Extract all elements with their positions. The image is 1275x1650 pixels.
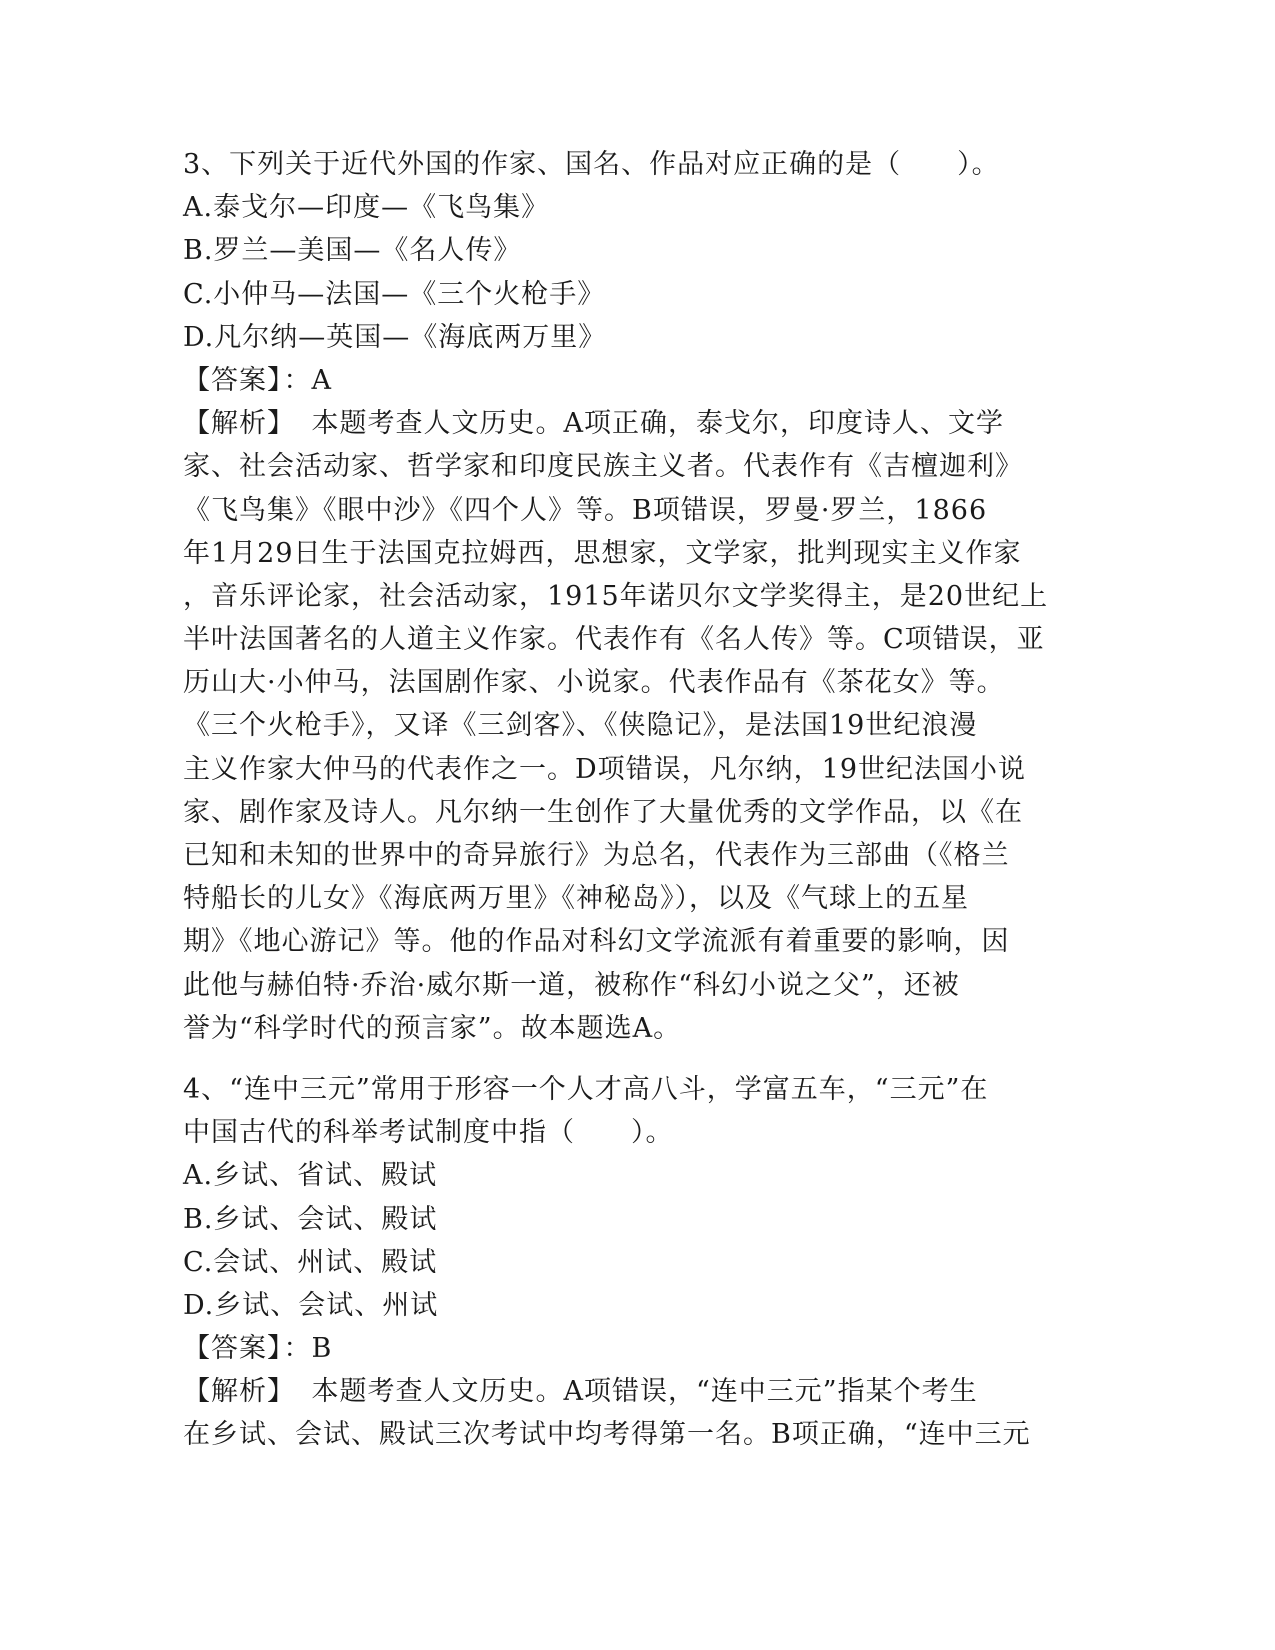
question-3-option-a: A.泰戈尔—印度—《飞鸟集》 <box>183 192 550 224</box>
explanation-label: 【解析】 <box>183 408 282 440</box>
question-3 <box>183 143 1083 1050</box>
question-4-option-d: D.乡试、会试、州试 <box>183 1289 439 1321</box>
question-4-answer <box>183 1327 1083 1370</box>
question-4-stem: 中国古代的科举考试制度中指（ ）。 <box>183 1117 674 1149</box>
question-3-option-d: D.凡尔纳—英国—《海底两万里》 <box>183 321 607 353</box>
question-3-explanation-line: 《三个火枪手》，又译《三剑客》、《侠隐记》，是法国19世纪浪漫 <box>183 710 978 742</box>
answer-label: 【答案】 <box>183 1333 282 1365</box>
explanation-text: 本题考查人文历史。A项错误，“连中三元”指某个考生 <box>283 1376 978 1408</box>
question-4-option-a: A.乡试、省试、殿试 <box>183 1160 438 1192</box>
question-4 <box>183 1068 1083 1457</box>
explanation-text: 本题考查人文历史。A项正确，泰戈尔，印度诗人、文学 <box>283 408 1004 440</box>
question-3-stem: 3、下列关于近代外国的作家、国名、作品对应正确的是（ ）。 <box>183 149 1000 180</box>
question-3-explanation-line: 此他与赫伯特·乔治·威尔斯一道，被称作“科幻小说之父”，还被 <box>183 969 960 1001</box>
answer-label: 【答案】 <box>183 364 282 396</box>
answer-value: ：A <box>283 364 332 396</box>
question-3-explanation-line: 年1月29日生于法国克拉姆西，思想家，文学家，批判现实主义作家 <box>183 537 1022 569</box>
question-4-option-c: C.会试、州试、殿试 <box>183 1246 438 1278</box>
question-3-answer <box>183 359 1083 402</box>
question-3-explanation-line: 已知和未知的世界中的奇异旅行》为总名，代表作为三部曲（《格兰 <box>183 840 1010 871</box>
question-3-option-c: C.小仲马—法国—《三个火枪手》 <box>183 278 606 310</box>
question-3-explanation-line <box>183 402 1083 445</box>
question-3-explanation-line: 誉为“科学时代的预言家”。故本题选A。 <box>183 1012 682 1044</box>
document-page <box>183 143 1083 1457</box>
question-3-option-b: B.罗兰—美国—《名人传》 <box>183 235 522 267</box>
question-spacer <box>183 1050 1083 1068</box>
question-3-explanation-line: 家、剧作家及诗人。凡尔纳一生创作了大量优秀的文学作品，以《在 <box>183 796 1023 828</box>
question-3-explanation-line: 历山大·小仲马，法国剧作家、小说家。代表作品有《茶花女》等。 <box>183 667 1005 699</box>
question-4-option-b: B.乡试、会试、殿试 <box>183 1203 438 1235</box>
explanation-label: 【解析】 <box>183 1376 282 1408</box>
answer-value: ：B <box>283 1333 333 1365</box>
question-3-explanation-line: ，音乐评论家，社会活动家，1915年诺贝尔文学奖得主，是20世纪上 <box>183 580 1049 612</box>
question-3-explanation-line: 半叶法国著名的人道主义作家。代表作有《名人传》等。C项错误，亚 <box>183 624 1045 656</box>
question-3-explanation-line: 主义作家大仲马的代表作之一。D项错误，凡尔纳，19世纪法国小说 <box>183 753 1027 785</box>
question-3-explanation-line: 特船长的儿女》《海底两万里》《神秘岛》），以及《气球上的五星 <box>183 883 969 915</box>
question-4-explanation-line: 在乡试、会试、殿试三次考试中均考得第一名。B项正确，“连中三元 <box>183 1419 1031 1451</box>
question-4-explanation-line <box>183 1370 1083 1413</box>
question-3-explanation-line: 期》《地心游记》等。他的作品对科幻文学流派有着重要的影响，因 <box>183 926 1010 958</box>
question-3-explanation-line: 家、社会活动家、哲学家和印度民族主义者。代表作有《吉檀迦利》 <box>183 451 1023 483</box>
question-3-explanation-line: 《飞鸟集》《眼中沙》《四个人》等。B项错误，罗曼·罗兰，1866 <box>183 494 988 526</box>
question-4-stem: 4、“连中三元”常用于形容一个人才高八斗，学富五车，“三元”在 <box>183 1073 989 1105</box>
